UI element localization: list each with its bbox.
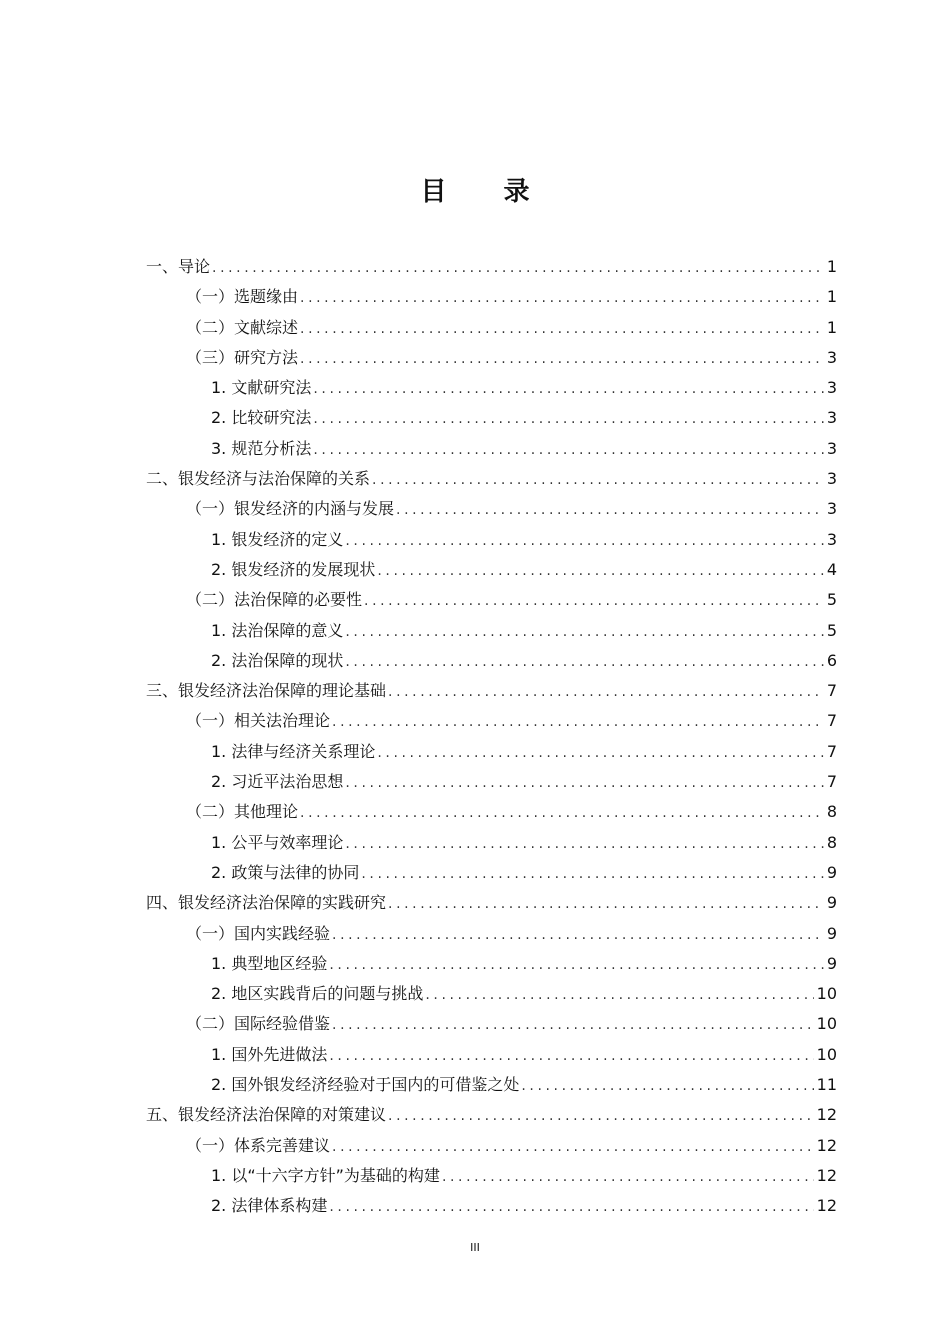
toc-entry-page: 5 [826,590,837,610]
toc-entry[interactable] [146,525,837,555]
toc-entry-page: 8 [826,832,837,852]
toc-entry-page: 9 [826,893,837,913]
dot-leader [345,526,823,556]
dot-leader [388,889,824,919]
toc-entry-page: 3 [826,438,837,458]
dot-leader [329,950,823,980]
dot-leader [425,980,813,1010]
toc-entry[interactable] [146,979,837,1009]
toc-entry[interactable] [146,949,837,979]
dot-leader [345,647,823,677]
toc-entry[interactable] [146,737,837,767]
toc-entry[interactable] [146,343,837,373]
toc-entry[interactable] [146,1070,837,1100]
toc-entry-page: 3 [826,378,837,398]
toc-entry-page: 3 [826,529,837,549]
dot-leader [364,586,824,616]
dot-leader [212,253,824,283]
dot-leader [332,707,824,737]
toc-entry[interactable] [146,373,837,403]
toc-entry-page: 1 [826,257,837,276]
page-number: III [470,1241,480,1254]
toc-entry-title: 1. 公平与效率理论 [211,832,344,852]
toc-entry-title: （一）相关法治理论 [186,711,331,731]
toc-entry-title: 2. 政策与法律的协同 [211,862,360,882]
toc-entry-title: 四、银发经济法治保障的实践研究 [146,893,387,913]
toc-entry[interactable] [146,646,837,676]
toc-entry-title: 1. 文献研究法 [211,378,312,398]
toc-entry-title: （三）研究方法 [186,347,299,367]
toc-entry-title: 1. 法治保障的意义 [211,620,344,640]
dot-leader [313,435,823,465]
toc-entry-title: 一、导论 [146,257,211,276]
dot-leader [300,314,824,344]
toc-entry[interactable] [146,828,837,858]
toc-entry[interactable] [146,616,837,646]
toc-entry-title: （一）体系完善建议 [186,1135,331,1155]
dot-leader [332,920,824,950]
toc-entry-page: 8 [826,802,837,822]
toc-entry-title: （一）国内实践经验 [186,923,331,943]
toc-entry-page: 9 [826,862,837,882]
toc-entry-page: 9 [826,953,837,973]
toc-entry[interactable] [146,919,837,949]
toc-entry[interactable] [146,555,837,585]
toc-entry-title: 2. 地区实践背后的问题与挑战 [211,984,424,1004]
toc-entry-page: 3 [826,499,837,519]
toc-entry[interactable] [146,797,837,827]
toc-entry-page: 10 [816,1014,837,1034]
toc-entry-title: 1. 国外先进做法 [211,1044,328,1064]
dot-leader [329,1041,813,1071]
toc-entry-page: 12 [816,1165,837,1185]
toc-entry[interactable] [146,767,837,797]
toc-entry-title: 3. 规范分析法 [211,438,312,458]
toc-entry-title: 1. 以“十六字方针”为基础的构建 [211,1165,440,1185]
toc-entry[interactable] [146,464,837,494]
toc-entry-title: 2. 习近平法治思想 [211,772,344,792]
dot-leader [300,798,824,828]
toc-entry-page: 6 [826,650,837,670]
toc-entry[interactable] [146,494,837,524]
toc-entry[interactable] [146,1131,837,1161]
toc-entry-title: 2. 法治保障的现状 [211,650,344,670]
toc-entry-page: 12 [816,1135,837,1155]
dot-leader [372,465,824,495]
page-title: 目 录 [420,177,554,207]
dot-leader [332,1010,814,1040]
toc-entry-title: （一）选题缘由 [186,287,299,307]
toc-entry[interactable] [146,252,837,282]
toc-entry-title: 2. 法律体系构建 [211,1196,328,1216]
dot-leader [313,404,823,434]
toc-entry[interactable] [146,706,837,736]
dot-leader [377,738,823,768]
dot-leader [442,1162,814,1192]
dot-leader [313,374,823,404]
toc-entry-title: 二、银发经济与法治保障的关系 [146,469,371,489]
toc-entry-page: 1 [826,317,837,337]
toc-entry-page: 1 [826,287,837,307]
toc-entry-page: 10 [816,1044,837,1064]
dot-leader [300,283,824,313]
toc-entry-page: 3 [826,469,837,489]
toc-entry[interactable] [146,858,837,888]
toc-entry-page: 11 [816,1075,837,1095]
toc-entry-page: 7 [826,772,837,792]
dot-leader [388,1101,814,1131]
dot-leader [377,556,823,586]
toc-entry-title: （二）其他理论 [186,802,299,822]
toc-entry-title: 1. 法律与经济关系理论 [211,741,376,761]
dot-leader [300,344,824,374]
toc-entry-page: 12 [816,1105,837,1125]
dot-leader [345,829,823,859]
table-of-contents [146,252,837,1222]
toc-entry-title: 2. 比较研究法 [211,408,312,428]
toc-entry-page: 3 [826,347,837,367]
toc-entry[interactable] [146,1040,837,1070]
toc-entry[interactable] [146,434,837,464]
toc-entry-title: 三、银发经济法治保障的理论基础 [146,681,387,701]
toc-entry[interactable] [146,1100,837,1130]
toc-entry[interactable] [146,1191,837,1221]
toc-entry-page: 7 [826,711,837,731]
dot-leader [521,1071,813,1101]
dot-leader [345,617,823,647]
toc-entry-page: 10 [816,984,837,1004]
toc-entry-title: （二）国际经验借鉴 [186,1014,331,1034]
toc-entry[interactable] [146,1161,837,1191]
dot-leader [332,1132,814,1162]
toc-entry-title: 1. 银发经济的定义 [211,529,344,549]
toc-entry[interactable] [146,313,837,343]
toc-entry-page: 3 [826,408,837,428]
toc-entry-title: 2. 国外银发经济经验对于国内的可借鉴之处 [211,1075,520,1095]
toc-entry[interactable] [146,676,837,706]
toc-entry[interactable] [146,403,837,433]
toc-entry[interactable] [146,585,837,615]
toc-entry-page: 5 [826,620,837,640]
toc-entry-page: 4 [826,559,837,579]
toc-entry-title: （一）银发经济的内涵与发展 [186,499,395,519]
dot-leader [329,1192,813,1222]
dot-leader [345,768,823,798]
toc-entry[interactable] [146,282,837,312]
toc-entry-title: 2. 银发经济的发展现状 [211,559,376,579]
toc-entry[interactable] [146,1009,837,1039]
toc-entry-page: 7 [826,681,837,701]
toc-entry-title: 1. 典型地区经验 [211,953,328,973]
dot-leader [396,495,824,525]
toc-entry-page: 12 [816,1196,837,1216]
toc-entry-page: 9 [826,923,837,943]
toc-entry-page: 7 [826,741,837,761]
dot-leader [361,859,823,889]
toc-entry-title: （二）法治保障的必要性 [186,590,363,610]
toc-entry-title: 五、银发经济法治保障的对策建议 [146,1105,387,1125]
toc-entry[interactable] [146,888,837,918]
dot-leader [388,677,824,707]
toc-entry-title: （二）文献综述 [186,317,299,337]
